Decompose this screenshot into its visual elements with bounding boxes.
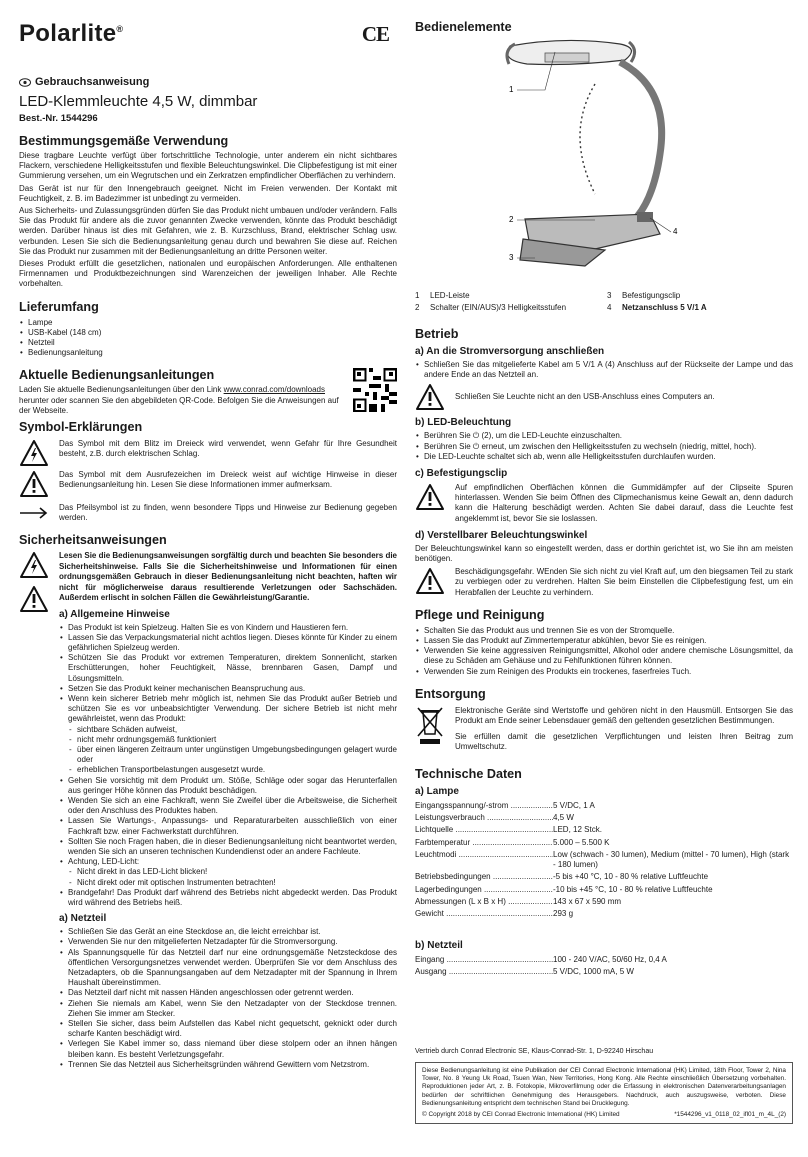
safety-section [19,551,397,1070]
callout-3: 3 [509,253,514,262]
use-p2: Das Gerät ist nur für den Innengebrauch geeignet. Nicht im Freien verwenden. Der Kontakt mit Feuchtigkeit, z. B. im Badezimmer ist unbedingt zu vermeiden. [19,183,397,203]
spec-row: Leistungsverbrauch ..... 4,5 W [415,813,793,823]
lamp-specs [415,801,793,920]
safety-intro: Lesen Sie die Bedienungsanweisungen sorgfältig durch und beachten Sie besonders die Sicherheitshinweise. Falls Sie die Sicherheitshinweise und Informationen für einen ordnungsgemäßen Gebrauch in dieser Bedienungsanleitung nicht beachten, haften wir nicht für möglicherweise daraus resultierende Verletzungen oder Sachschäden. Außerdem erlischt in solchen Fällen die Gewährleistung/Garantie. [59,551,397,603]
eye-icon [19,78,31,87]
spec-row: Eingang ..... 100 - 240 V/AC, 50/60 Hz, 0,4 A [415,955,793,965]
page-title: LED-Klemmleuchte 4,5 W, dimmbar [19,93,258,110]
arrow-right-icon [19,507,49,519]
heading-power-supply: a) Netzteil [59,913,107,925]
header [19,20,389,48]
spec-row: Gewicht ..... 293 g [415,909,793,919]
legend-item: 2 Schalter (EIN/AUS)/3 Helligkeitsstufen [415,303,567,312]
spec-row: Lichtquelle ..... LED, 12 Stck. [415,825,793,835]
downloads-link[interactable]: www.conrad.com/downloads [223,385,325,395]
callout-2: 2 [509,215,514,224]
heading-lamp-specs: a) Lampe [415,785,459,797]
legend-item: 1 LED-Leiste [415,291,470,300]
list-item: • Das Netzteil darf nicht mit nassen Händen angeschlossen oder getrennt werden. [59,988,397,998]
list-item: - Nicht direkt in das LED-Licht blicken! [59,867,397,877]
list-item: • Das Produkt ist kein Spielzeug. Halten Sie es von Kindern und Haustieren fern. [59,623,397,633]
list-item: • Setzen Sie das Produkt keiner mechanischen Beanspruchung aus. [59,684,397,694]
list-item: • Berühren Sie ⏻ erneut, um zwischen den Helligkeitsstufen zu wechseln (niedrig, mittel, hoch). [415,442,793,452]
spec-row: Farbtemperatur ..... 5.000 – 5.500 K [415,838,793,848]
power-supply-list [59,927,397,1070]
heading-controls: Bedienelemente [415,20,512,34]
lightning-warning-icon [19,551,49,579]
spec-row: Abmessungen (L x B x H) ..... 143 x 67 x 590 mm [415,897,793,907]
list-item: • Lassen Sie das Verpackungsmaterial nicht achtlos liegen. Dieses könnte für Kinder zu einem gefährlichen Spielzeug werden. [59,633,397,653]
heading-psu-specs: b) Netzteil [415,939,463,951]
heading-manuals: Aktuelle Bedienungsanleitungen [19,368,215,383]
exclamation-warning-icon [415,567,445,595]
qr-code-icon [353,368,397,412]
symbol-exclamation: Das Symbol mit dem Ausrufezeichen im Dreieck weist auf wichtige Hinweise in dieser Bedienungsanleitung hin. Lesen Sie diese Informationen immer aufmerksam. [19,470,397,498]
heading-connect: a) An die Stromversorgung anschließen [415,346,605,357]
list-item: • Stellen Sie sicher, dass beim Aufstellen das Kabel nicht gequetscht, geknickt oder durch scharfe Kanten beschädigt wird. [59,1019,397,1039]
list-item: • Als Spannungsquelle für das Netzteil darf nur eine ordnungsgemäße Netzsteckdose des öffentlichen Versorgungsnetzes verwendet werden. Überprüfen Sie vor dem Anschluss des Netzadapters, ob die Spannungsangaben auf dem Netzadapter mit der Spannung in Ihrem Haushalt übereinstimmen. [59,948,397,989]
scope-list [19,318,397,359]
publisher-box [415,1062,793,1124]
psu-specs [415,955,793,978]
list-item: • Berühren Sie ⏻ (2), um die LED-Leuchte einzuschalten. [415,431,793,441]
list-item: • Lassen Sie das Produkt auf Zimmertemperatur abkühlen, bevor Sie es reinigen. [415,636,793,646]
list-item: • Die LED-Leuchte schaltet sich ab, wenn alle Helligkeitsstufen durchlaufen wurden. [415,452,793,462]
heading-use: Bestimmungsgemäße Verwendung [19,134,229,148]
manuals-text: Laden Sie aktuelle Bedienungsanleitungen über den Link www.conrad.com/downloads herunter oder scannen Sie den abgebildeten QR-Code. Befolgen Sie die Anweisungen auf der Webseite. [19,385,339,415]
list-item: • Wenn kein sicherer Betrieb mehr möglich ist, nehmen Sie das Produkt außer Betrieb und schützen Sie es vor unbeabsichtigter Verwendung. Der sichere Betrieb ist nicht mehr gewährleistet, wenn das Produkt: [59,694,397,725]
heading-tech: Technische Daten [415,766,522,781]
vertrieb-line: Vertrieb durch Conrad Electronic SE, Klaus-Conrad-Str. 1, D-92240 Hirschau [415,1048,654,1055]
disposal-p2: Sie erfüllen damit die gesetzlichen Verpflichtungen und leisten Ihren Beitrag zum Umweltschutz. [455,732,793,752]
angle-warning: Beschädigungsgefahr. WEnden Sie sich nicht zu viel Kraft auf, um den biegsamen Teil zu stark zu verbiegen oder zu verdrehen. Halten Sie beim Einstellen die Clipbefestigung fest, um ein Herabfallen der Leuchte zu verhindern. [415,567,793,598]
heading-led: b) LED-Beleuchtung [415,417,512,429]
use-p4: Dieses Produkt erfüllt die gesetzlichen, nationalen und europäischen Anforderungen. Alle enthaltenen Firmennamen und Produktbezeichnungen sind Warenzeichen der jeweiligen Inhaber. Alle Rechte vorbehalten. [19,259,397,289]
heading-clip: c) Befestigungsclip [415,468,508,480]
exclamation-warning-icon [19,470,49,498]
list-item: • Lassen Sie Wartungs-, Anpassungs- und Reparaturarbeiten ausschließlich von einer Fachkraft bzw. einer Fachwerkstatt durchführen. [59,816,397,836]
symbol-arrow: Das Pfeilsymbol ist zu finden, wenn besondere Tipps und Hinweise zur Bedienung gegeben werden. [19,503,397,523]
exclamation-warning-icon [415,483,445,511]
list-item: - über einen längeren Zeitraum unter ungünstigen Umgebungsbedingungen gelagert wurde oder [59,745,397,765]
clip-warning: Auf empfindlichen Oberflächen können die Gummidämpfer auf der Clipseite Spuren hinterlassen. Wenden Sie beim Öffnen des Clipmechanismus keine Gewalt an, denn dadurch kann die Halterung beschädigt werden. Achten Sie dabei darauf, dass die Leuchte fest angeklemmt ist, bevor Sie sie loslassen. [415,483,793,524]
list-item: • Schützen Sie das Produkt vor extremen Temperaturen, direktem Sonnenlicht, starken Erschütterungen, hoher Feuchtigkeit, Nässe, brennbaren Gasen, Dampf und Lösungsmitteln. [59,653,397,684]
list-item: • Verwenden Sie zum Reinigen des Produkts ein trockenes, faserfreies Tuch. [415,667,793,677]
spec-row: Lagerbedingungen ..... -10 bis +45 °C, 10 - 80 % relative Luftfeuchte [415,885,793,895]
power-port [637,212,653,222]
copyright-row [422,1111,786,1119]
spec-row: Leuchtmodi ..... Low (schwach - 30 lumen), Medium (mittel - 70 lumen), High (stark - 180 lumen) [415,850,793,871]
brand-logo: Polarlite® [19,20,124,47]
lightning-warning-icon [19,439,49,467]
lamp-diagram [415,34,793,284]
legend-item: 3 Befestigungsclip [607,291,681,300]
spec-row: Betriebsbedingungen ..... -5 bis +40 °C, 10 - 80 % relative Luftfeuchte [415,872,793,882]
list-item: - nicht mehr ordnungsgemäß funktioniert [59,735,397,745]
list-item: • Ziehen Sie niemals am Kabel, wenn Sie den Netzadapter von der Steckdose trennen. Ziehen Sie immer am Stecker. [59,999,397,1019]
list-item: • Trennen Sie das Netzteil aus Sicherheitsgründen während Gewittern vom Netzstrom. [59,1060,397,1070]
connect-warning: Schließen Sie Leuchte nicht an den USB-Anschluss eines Computers an. [415,383,793,411]
list-item: • USB-Kabel (148 cm) [19,328,397,338]
list-item: • Schließen Sie das mitgelieferte Kabel am 5 V/1 A (4) Anschluss auf der Rückseite der Lampe und das andere Ende an das Netzteil an. [415,360,793,380]
heading-scope: Lieferumfang [19,299,99,314]
list-item: • Netzteil [19,338,397,348]
general-list [59,623,397,909]
publisher-text: Diese Bedienungsanleitung ist eine Publikation der CEI Conrad Electronic International (HK) Limited, 18th Floor, Tower 2, Nina Tower, No. 8 Yeung Uk Road, Tsuen Wan, New Territories, Hong Kong. Alle Rechte einschließlich Übersetzung vorbehalten. Reproduktionen jeder Art, z. B. Fotokopie, Mikroverfilmung oder die Erfassung in elektronischen Datenverarbeitungsanlagen bedürfen der schriftlichen Genehmigung des Herausgebers. Nachdruck, auch auszugsweise, verboten. Diese Bedienungsanleitung entspricht dem technischen Stand bei Drucklegung. [422,1067,786,1107]
copyright: © Copyright 2018 by CEI Conrad Electronic International (HK) Limited [422,1111,620,1119]
list-item: • Sollten Sie noch Fragen haben, die in dieser Bedienungsanleitung nicht beantwortet werden, wenden Sie sich an unseren technischen Kundendienst oder an andere Fachleute. [59,837,397,857]
heading-general: a) Allgemeine Hinweise [59,608,170,620]
list-item: - erheblichen Transportbelastungen ausgesetzt wurde. [59,765,397,775]
list-item: • Gehen Sie vorsichtig mit dem Produkt um. Stöße, Schläge oder sogar das Herunterfallen aus geringer Höhe können das Produkt beschädigen. [59,776,397,796]
heading-care: Pflege und Reinigung [415,607,545,622]
use-p1: Diese tragbare Leuchte verfügt über fortschrittliche Technologie, unter anderem ein nicht sichtbares Flackern, verschiedene Helligkeitsstufen und flexible Beleuchtungswinkel. Die Clipbefestigung ist mit einer Gummierung versehen, um ein Wegrutschen und ein Zerkratzen empfindlicher Oberflächen zu verhindern. [19,151,397,181]
disposal-section [415,706,793,753]
exclamation-warning-icon [19,585,49,613]
list-item: • Verwenden Sie keine aggressiven Reinigungsmittel, Alkohol oder andere chemische Lösungsmittel, da diese zu Schäden am Gehäuse und zu Fehlfunktionen führen können. [415,646,793,666]
list-item: - sichtbare Schäden aufweist, [59,725,397,735]
gooseneck [620,62,662,224]
led-bar [507,40,631,64]
controls-legend [415,291,793,313]
callout-4: 4 [673,227,678,236]
list-item: • Achtung, LED-Licht: [59,857,397,867]
list-item: • Lampe [19,318,397,328]
list-item: • Schalten Sie das Produkt aus und trennen Sie es von der Stromquelle. [415,626,793,636]
legend-item: 4 Netzanschluss 5 V/1 A [607,303,707,312]
crossed-bin-icon [415,706,445,746]
list-item: • Verlegen Sie Kabel immer so, dass niemand über diese stolpern oder an ihnen hängen bleiben kann. Es besteht Verletzungsgefahr. [59,1039,397,1059]
symbol-lightning: Das Symbol mit dem Blitz im Dreieck wird verwendet, wenn Gefahr für Ihre Gesundheit besteht, z.B. durch elektrischen Schlag. [19,439,397,467]
ce-mark: CE [361,21,389,46]
list-item: • Brandgefahr! Das Produkt darf während des Betriebs nicht abgedeckt werden. Das Produkt wird während des Betriebs heiß. [59,888,397,908]
callout-1: 1 [509,85,514,94]
order-number: Best.-Nr. 1544296 [19,113,98,124]
led-list [415,431,793,462]
heading-operation: Betrieb [415,327,459,341]
list-item: • Bedienungsanleitung [19,348,397,358]
manuals-section [19,368,397,416]
document-code: *1544296_v1_0118_02_ifl01_m_4L_(2) [674,1111,786,1119]
heading-disposal: Entsorgung [415,686,486,701]
heading-angle: d) Verstellbarer Beleuchtungswinkel [415,529,588,541]
care-list [415,626,793,677]
exclamation-warning-icon [415,383,445,411]
heading-symbols: Symbol-Erklärungen [19,420,143,435]
list-item: • Schließen Sie das Gerät an eine Steckdose an, die leicht erreichbar ist. [59,927,397,937]
list-item: • Wenden Sie sich an eine Fachkraft, wenn Sie Zweifel über die Arbeitsweise, die Sicherheit oder den Anschluss des Produktes haben. [59,796,397,816]
use-p3: Aus Sicherheits- und Zulassungsgründen dürfen Sie das Produkt nicht umbauen und/oder verändern. Falls Sie das Produkt für andere als die zuvor genannten Zwecke verwenden, könnte das Produkt beschädigt werden. Darüber hinaus ist dies mit Gefahren, wie z. B. Kurzschluss, Brand, elektrischer Schlag usw. verbunden. Lesen Sie sich die Bedienungsanleitung genau durch und bewahren Sie diese auf. Reichen Sie das Produkt nur zusammen mit der Bedienungsanleitung an dritte Personen weiter. [19,206,398,256]
adjust-arrow [580,84,595,194]
list-item: - Nicht direkt oder mit optischen Instrumenten betrachten! [59,878,397,888]
heading-safety: Sicherheitsanweisungen [19,533,167,548]
manual-label: Gebrauchsanweisung [19,76,397,88]
spec-row: Ausgang ..... 5 V/DC, 1000 mA, 5 W [415,967,793,977]
spec-row: Eingangsspannung/-strom ..... 5 V/DC, 1 A [415,801,793,811]
list-item: • Verwenden Sie nur den mitgelieferten Netzadapter für die Stromversorgung. [59,937,397,947]
angle-text: Der Beleuchtungswinkel kann so eingestellt werden, dass er dorthin gerichtet ist, wo Sie ihn am meisten benötigen. [415,543,793,564]
disposal-p1: Elektronische Geräte sind Wertstoffe und gehören nicht in den Hausmüll. Entsorgen Sie das Produkt am Ende seiner Lebensdauer gemäß den geltenden gesetzlichen Bestimmungen. [455,705,793,726]
